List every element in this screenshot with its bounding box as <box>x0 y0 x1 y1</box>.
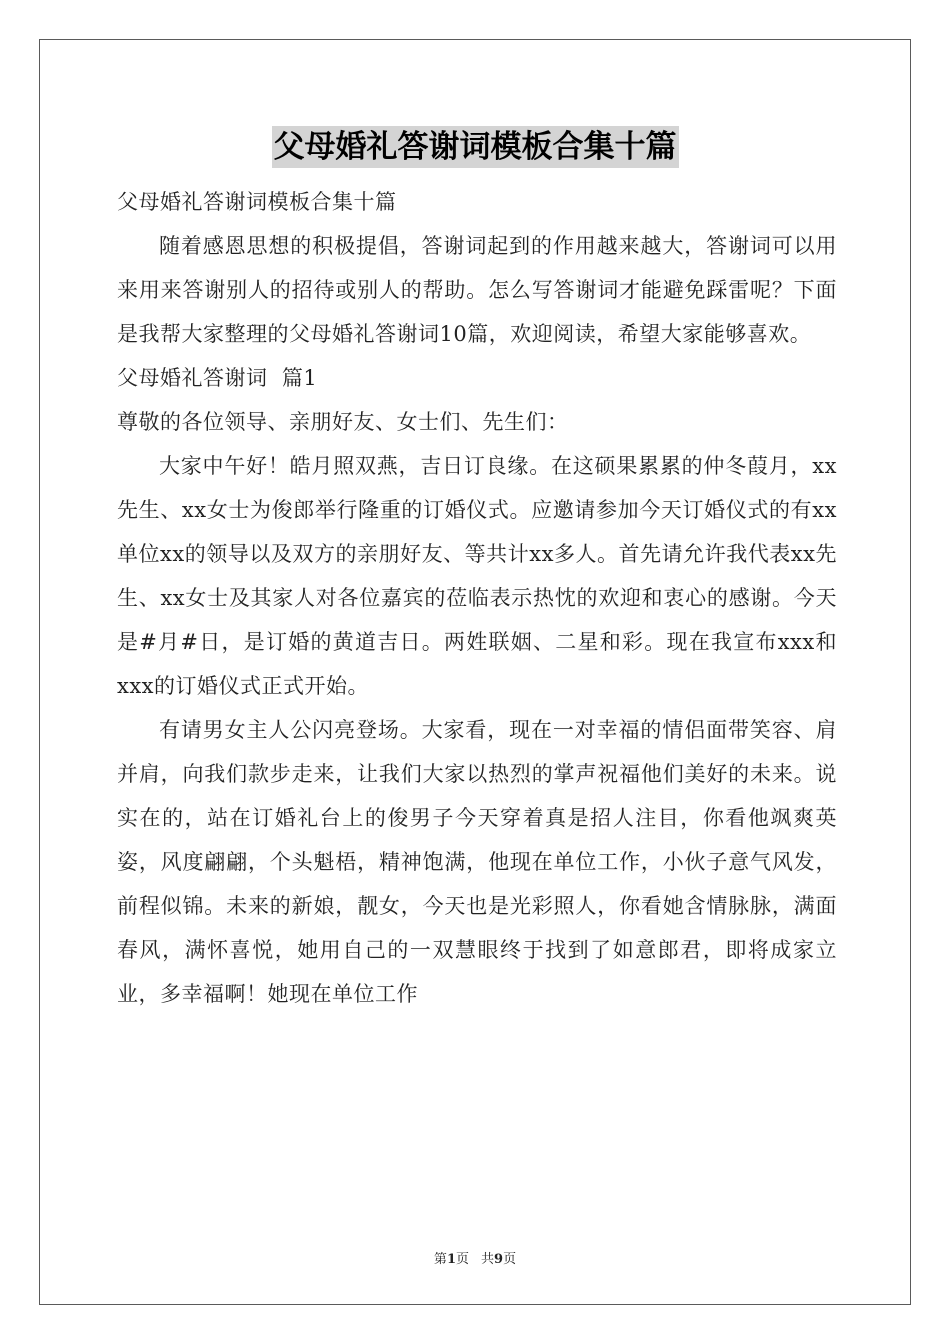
total-suffix: 页 <box>503 1252 517 1267</box>
paragraph-body-2: 有请男女主人公闪亮登场。大家看，现在一对幸福的情侣面带笑容、肩并肩，向我们款步走来，让我们大家以热烈的掌声祝福他们美好的未来。说实在的，站在订婚礼台上的俊男子今天穿着真是招人注目，你看他飒爽英姿，风度翩翩，个头魁梧，精神饱满，他现在单位工作，小伙子意气风发，前程似锦。未来的新娘，靓女，今天也是光彩照人，你看她含情脉脉，满面春风，满怀喜悦，她用自己的一双慧眼终于找到了如意郎君，即将成家立业，多幸福啊！她现在单位工作 <box>117 718 837 1006</box>
paragraph-salutation: 尊敬的各位领导、亲朋好友、女士们、先生们： <box>117 410 569 434</box>
paragraph-section-heading: 父母婚礼答谢词 篇1 <box>117 366 318 390</box>
title-wrap <box>0 126 950 168</box>
paragraph-subtitle: 父母婚礼答谢词模板合集十篇 <box>117 190 397 214</box>
page-footer <box>0 1248 950 1267</box>
paragraph-body-1: 大家中午好！皓月照双燕，吉日订良缘。在这硕果累累的仲冬葭月，xx先生、xx女士为俊郎举行隆重的订婚仪式。应邀请参加今天订婚仪式的有xx单位xx的领导以及双方的亲朋好友、等共计xx多人。首先请允许我代表xx先生、xx女士及其家人对各位嘉宾的莅临表示热忱的欢迎和衷心的感谢。今天是#月#日，是订婚的黄道吉日。两姓联姻、二星和彩。现在我宣布xxx和xxx的订婚仪式正式开始。 <box>117 454 837 698</box>
document-body <box>117 180 837 1016</box>
page-prefix: 第 <box>433 1252 447 1267</box>
page-total: 9 <box>494 1252 504 1267</box>
page-current: 1 <box>446 1252 456 1267</box>
page-suffix: 页 <box>455 1252 469 1267</box>
paragraph-intro: 随着感恩思想的积极提倡，答谢词起到的作用越来越大，答谢词可以用来用来答谢别人的招待或别人的帮助。怎么写答谢词才能避免踩雷呢？下面是我帮大家整理的父母婚礼答谢词10篇，欢迎阅读，希望大家能够喜欢。 <box>117 234 837 346</box>
total-prefix: 共 <box>481 1252 495 1267</box>
document-title: 父母婚礼答谢词模板合集十篇 <box>272 126 679 168</box>
